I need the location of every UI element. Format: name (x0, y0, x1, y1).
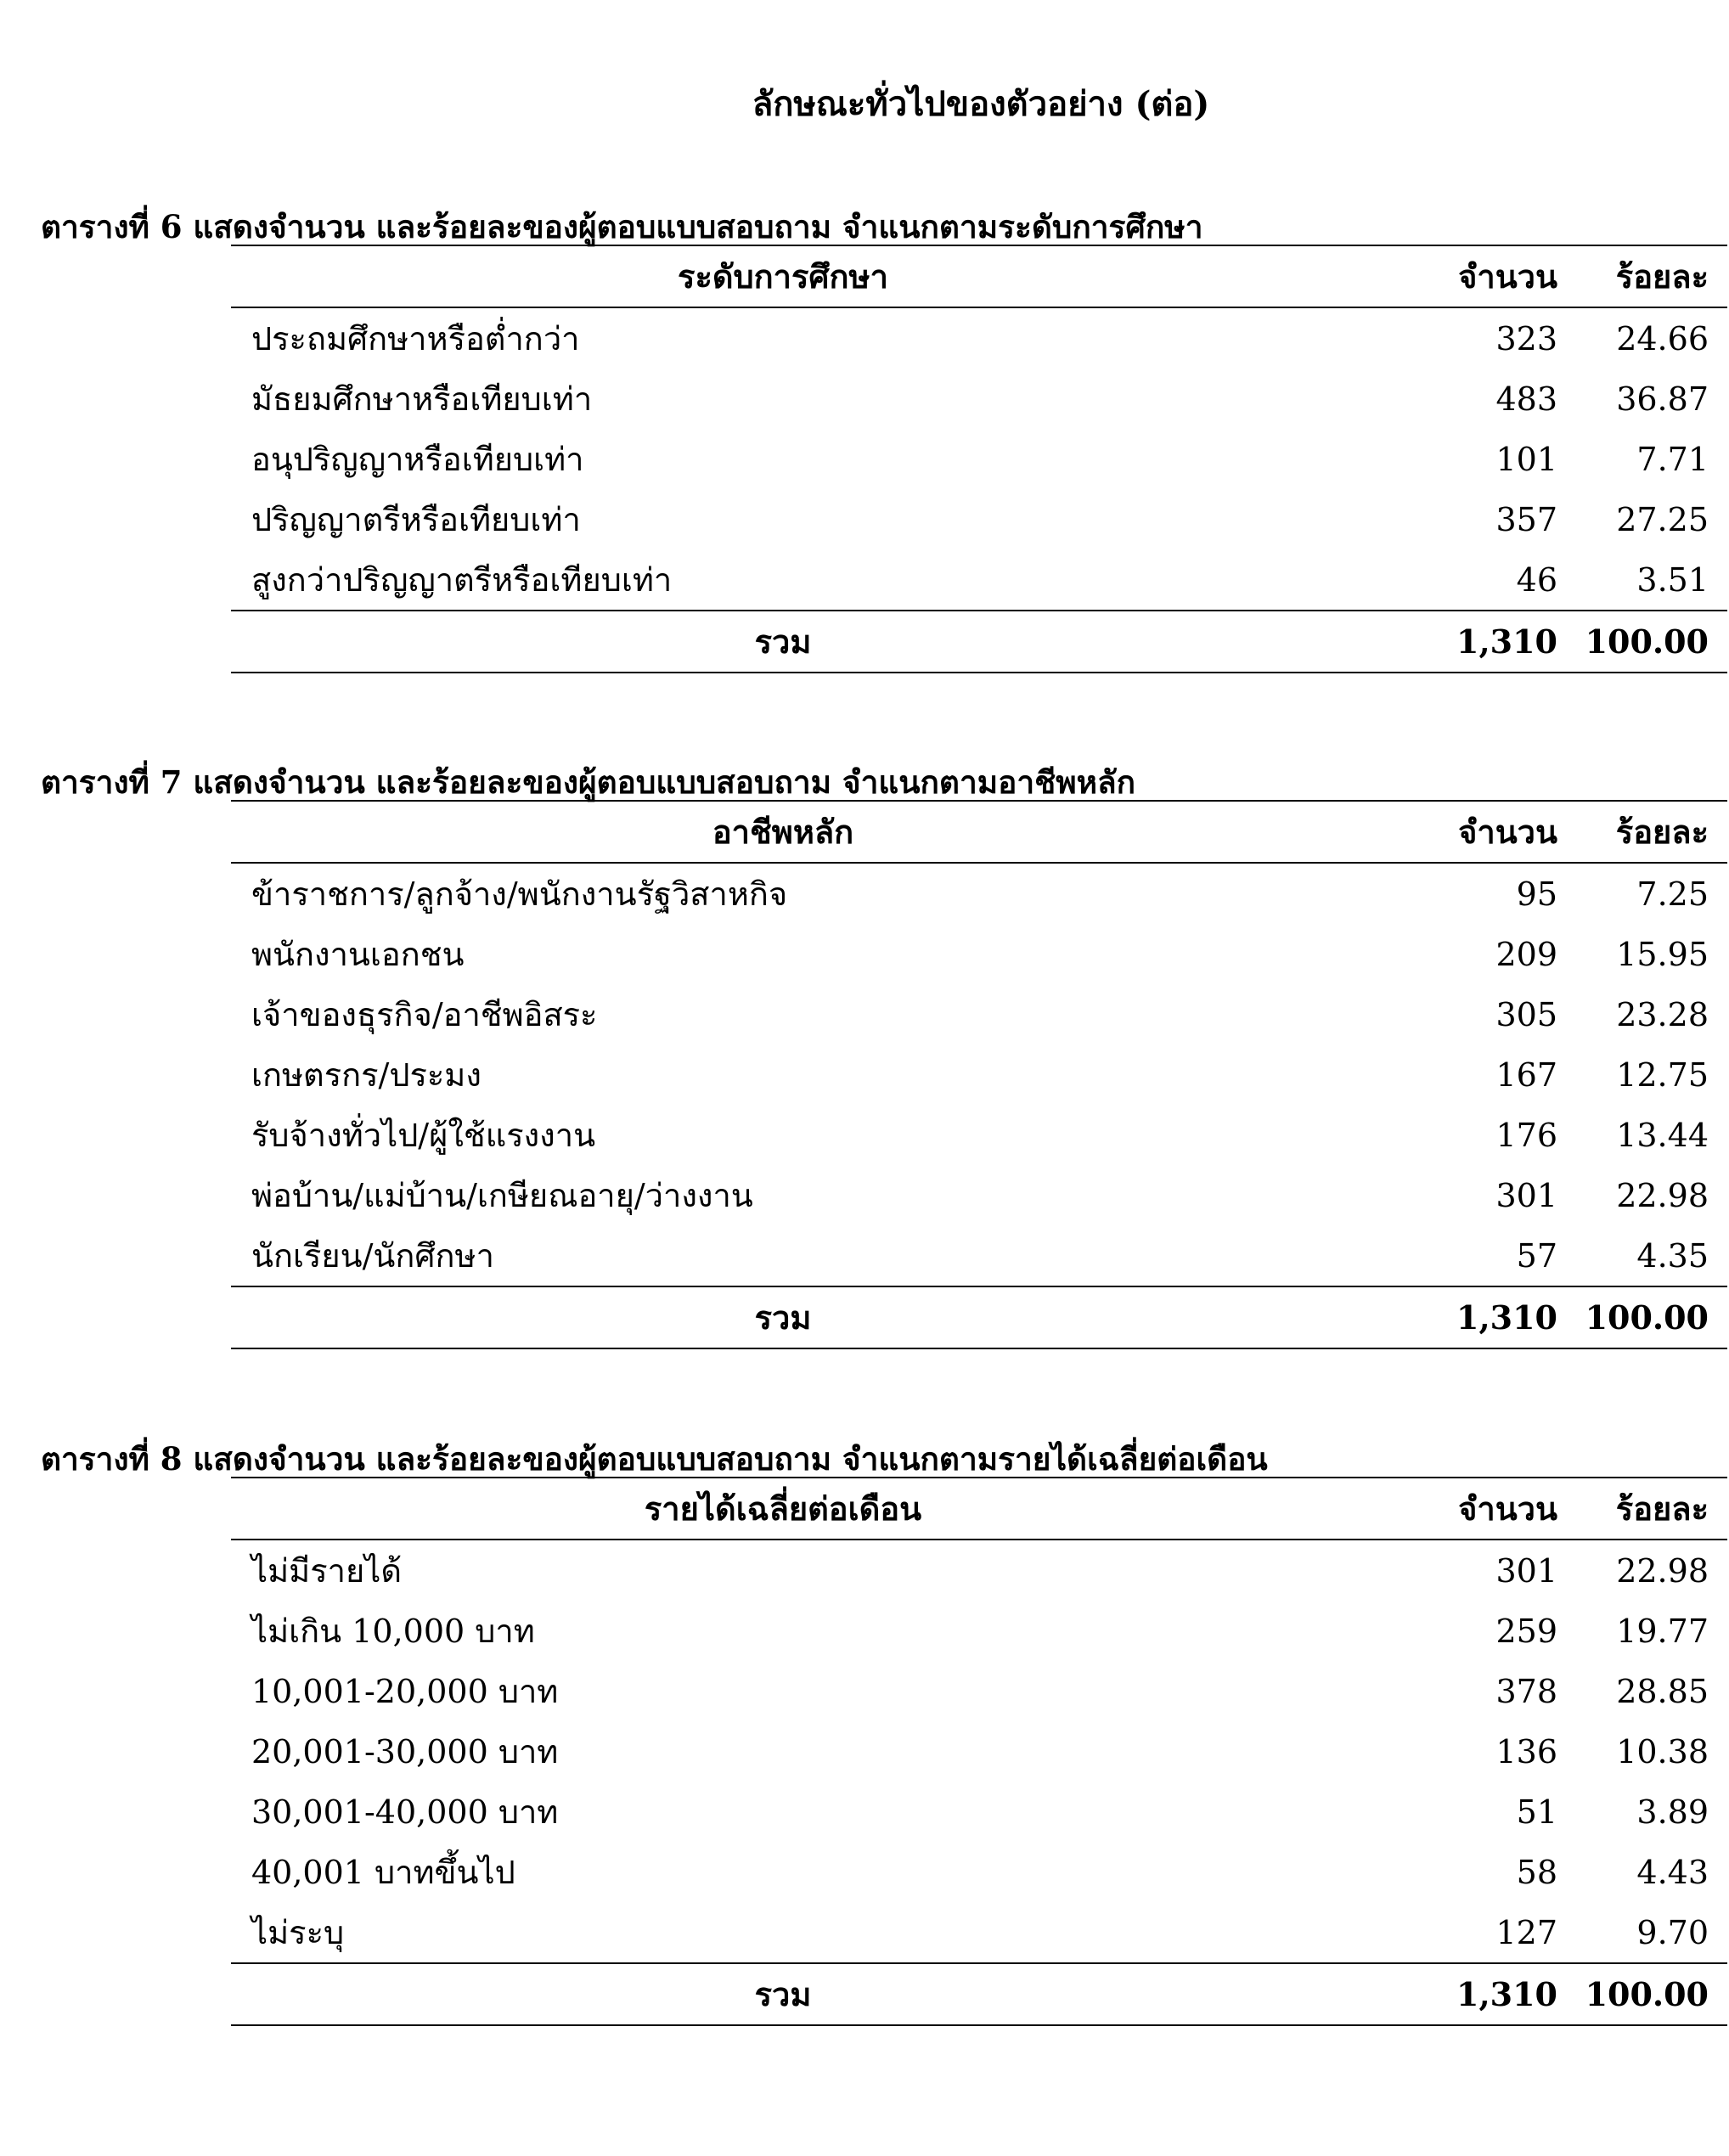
row-percent: 27.25 (1616, 500, 1709, 538)
row-count: 167 (1495, 1055, 1557, 1094)
row-percent: 10.38 (1616, 1732, 1709, 1770)
table-row (231, 369, 1727, 429)
table-row (231, 307, 1727, 369)
row-percent: 22.98 (1616, 1176, 1709, 1214)
row-label: ไม่มีรายได้ (251, 1552, 403, 1590)
row-label: รับจ้างทั่วไป/ผู้ใช้แรงงาน (251, 1117, 596, 1154)
row-count: 95 (1516, 875, 1557, 913)
row-label: เกษตรกร/ประมง (251, 1056, 482, 1094)
total-percent: 100.00 (1581, 1286, 1727, 1348)
table-total-row (231, 611, 1727, 673)
table-header-row (231, 801, 1727, 863)
row-percent: 15.95 (1616, 935, 1709, 973)
row-count: 357 (1495, 500, 1557, 538)
total-label: รวม (231, 611, 1335, 673)
table-row (231, 1902, 1727, 1963)
table-6 (231, 245, 1727, 673)
header-count: จำนวน (1335, 801, 1581, 863)
row-count: 378 (1495, 1672, 1557, 1710)
row-label: ไม่ระบุ (251, 1914, 345, 1951)
row-percent: 12.75 (1616, 1055, 1709, 1094)
row-label: 20,001-30,000 บาท (251, 1733, 559, 1770)
row-count: 301 (1495, 1551, 1557, 1590)
page-title: ลักษณะทั่วไปของตัวอย่าง (ต่อ) (752, 84, 1210, 124)
table-row (231, 1782, 1727, 1842)
table-row (231, 924, 1727, 984)
table-7-caption: ตารางที่ 7 แสดงจำนวน และร้อยละของผู้ตอบแบบสอบถาม จำแนกตามอาชีพหลัก (41, 763, 1136, 801)
row-label: นักเรียน/นักศึกษา (251, 1237, 494, 1275)
row-label: ประถมศึกษาหรือต่ำกว่า (251, 320, 580, 357)
row-label: ปริญญาตรีหรือเทียบเท่า (251, 501, 581, 538)
row-percent: 36.87 (1616, 380, 1709, 418)
table-row (231, 1044, 1727, 1105)
row-count: 58 (1516, 1853, 1557, 1891)
row-count: 51 (1516, 1793, 1557, 1831)
row-percent: 7.25 (1636, 875, 1709, 913)
total-percent: 100.00 (1581, 1963, 1727, 2025)
row-count: 305 (1495, 995, 1557, 1033)
table-row (231, 863, 1727, 924)
row-count: 209 (1495, 935, 1557, 973)
table-total-row (231, 1963, 1727, 2025)
row-percent: 22.98 (1616, 1551, 1709, 1590)
table-row (231, 429, 1727, 489)
row-label: พ่อบ้าน/แม่บ้าน/เกษียณอายุ/ว่างงาน (251, 1177, 753, 1214)
header-label: อาชีพหลัก (231, 801, 1335, 863)
table-8 (231, 1477, 1727, 2026)
row-percent: 3.51 (1636, 560, 1709, 599)
table-row (231, 1601, 1727, 1661)
table-header-row (231, 1478, 1727, 1540)
row-label: อนุปริญญาหรือเทียบเท่า (251, 441, 584, 478)
table-row (231, 1225, 1727, 1286)
header-label: ระดับการศึกษา (231, 245, 1335, 307)
row-percent: 4.43 (1636, 1853, 1709, 1891)
table-row (231, 1721, 1727, 1782)
row-percent: 24.66 (1616, 319, 1709, 357)
total-label: รวม (231, 1286, 1335, 1348)
header-percent: ร้อยละ (1581, 801, 1727, 863)
row-label: สูงกว่าปริญญาตรีหรือเทียบเท่า (251, 561, 673, 599)
row-count: 101 (1495, 440, 1557, 478)
row-label: พนักงานเอกชน (251, 936, 465, 973)
row-label: ไม่เกิน 10,000 บาท (251, 1613, 535, 1650)
table-6-caption: ตารางที่ 6 แสดงจำนวน และร้อยละของผู้ตอบแบบสอบถาม จำแนกตามระดับการศึกษา (41, 208, 1203, 245)
table-row (231, 1105, 1727, 1165)
row-percent: 28.85 (1616, 1672, 1709, 1710)
header-label: รายได้เฉลี่ยต่อเดือน (231, 1478, 1335, 1540)
header-count: จำนวน (1335, 1478, 1581, 1540)
header-count: จำนวน (1335, 245, 1581, 307)
header-percent: ร้อยละ (1581, 1478, 1727, 1540)
table-row (231, 1661, 1727, 1721)
row-count: 46 (1516, 560, 1557, 599)
row-label: เจ้าของธุรกิจ/อาชีพอิสระ (251, 996, 598, 1033)
row-label: ข้าราชการ/ลูกจ้าง/พนักงานรัฐวิสาหกิจ (251, 875, 788, 913)
row-count: 136 (1495, 1732, 1557, 1770)
row-count: 57 (1516, 1236, 1557, 1275)
row-label: มัธยมศึกษาหรือเทียบเท่า (251, 380, 593, 418)
row-count: 483 (1495, 380, 1557, 418)
row-percent: 4.35 (1636, 1236, 1709, 1275)
table-row (231, 984, 1727, 1044)
table-row (231, 1842, 1727, 1902)
table-8-caption: ตารางที่ 8 แสดงจำนวน และร้อยละของผู้ตอบแบบสอบถาม จำแนกตามรายได้เฉลี่ยต่อเดือน (41, 1440, 1268, 1478)
row-percent: 19.77 (1616, 1612, 1709, 1650)
total-count: 1,310 (1335, 1286, 1581, 1348)
header-percent: ร้อยละ (1581, 245, 1727, 307)
row-percent: 13.44 (1616, 1116, 1709, 1154)
table-row (231, 489, 1727, 549)
table-7 (231, 800, 1727, 1349)
table-row (231, 549, 1727, 611)
table-total-row (231, 1286, 1727, 1348)
row-count: 127 (1495, 1913, 1557, 1951)
row-count: 323 (1495, 319, 1557, 357)
row-percent: 7.71 (1636, 440, 1709, 478)
row-count: 301 (1495, 1176, 1557, 1214)
row-label: 10,001-20,000 บาท (251, 1673, 559, 1710)
total-label: รวม (231, 1963, 1335, 2025)
table-header-row (231, 245, 1727, 307)
row-percent: 9.70 (1636, 1913, 1709, 1951)
row-percent: 23.28 (1616, 995, 1709, 1033)
total-percent: 100.00 (1581, 611, 1727, 673)
table-row (231, 1540, 1727, 1601)
table-row (231, 1165, 1727, 1225)
row-label: 40,001 บาทขึ้นไป (251, 1854, 515, 1891)
row-percent: 3.89 (1636, 1793, 1709, 1831)
total-count: 1,310 (1335, 1963, 1581, 2025)
row-count: 176 (1495, 1116, 1557, 1154)
total-count: 1,310 (1335, 611, 1581, 673)
row-label: 30,001-40,000 บาท (251, 1793, 559, 1831)
row-count: 259 (1495, 1612, 1557, 1650)
